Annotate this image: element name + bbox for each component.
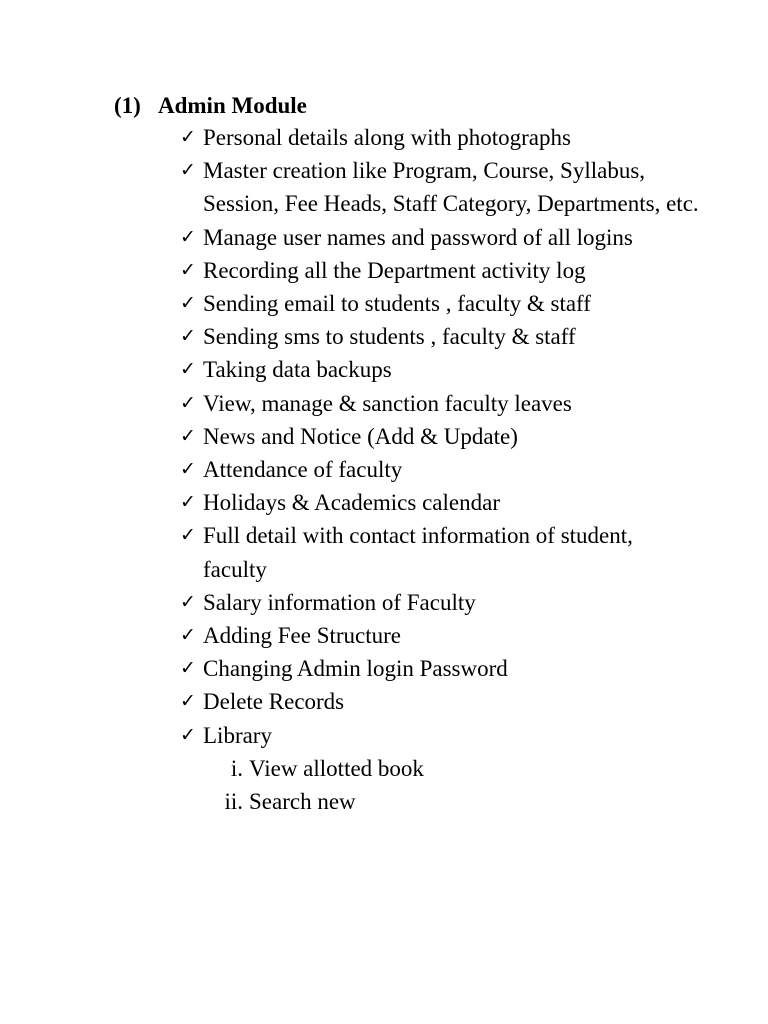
list-item — [180, 320, 700, 353]
item-text: Delete Records — [203, 689, 345, 715]
roman-marker: i. — [230, 755, 243, 781]
item-text: Salary information of Faculty — [203, 589, 476, 615]
section-title: Admin Module — [158, 93, 307, 118]
library-sublist — [203, 752, 700, 818]
sub-item-text: View allotted book — [249, 755, 424, 781]
list-item-library — [180, 719, 700, 819]
checkmark-icon: ✓ — [180, 325, 196, 348]
item-text: View, manage & sanction faculty leaves — [203, 390, 572, 416]
list-item — [180, 586, 700, 619]
list-item — [180, 154, 700, 220]
item-text: Changing Admin login Password — [203, 656, 508, 682]
item-text: Library — [203, 722, 272, 748]
list-item — [180, 353, 700, 386]
list-item — [180, 685, 700, 718]
item-text: Full detail with contact information of student, faculty — [203, 523, 633, 582]
list-item — [180, 652, 700, 685]
section-number: (1) — [114, 93, 141, 118]
checkmark-icon: ✓ — [180, 458, 196, 481]
checkmark-icon: ✓ — [180, 258, 196, 281]
checkmark-icon: ✓ — [180, 391, 196, 414]
section-heading — [114, 90, 307, 122]
item-text: Adding Fee Structure — [203, 623, 402, 649]
checkmark-icon: ✓ — [180, 657, 196, 680]
checkmark-icon: ✓ — [180, 292, 196, 315]
checkmark-icon: ✓ — [180, 690, 196, 713]
feature-list — [180, 121, 700, 818]
item-text: Manage user names and password of all logins — [203, 224, 633, 250]
checkmark-icon: ✓ — [180, 126, 196, 148]
list-item — [180, 619, 700, 652]
list-item — [180, 519, 700, 585]
checkmark-icon: ✓ — [180, 524, 196, 547]
sub-item-text: Search new — [249, 789, 356, 815]
list-item — [180, 287, 700, 320]
item-text: Sending email to students , faculty & staff — [203, 291, 591, 317]
checkmark-icon: ✓ — [180, 159, 196, 182]
checkmark-icon: ✓ — [180, 225, 196, 248]
list-item — [180, 121, 700, 154]
item-text: Taking data backups — [203, 357, 392, 383]
sub-list-item — [203, 752, 700, 785]
checkmark-icon: ✓ — [180, 358, 196, 381]
list-item — [180, 387, 700, 420]
list-item — [180, 486, 700, 519]
item-text: Attendance of faculty — [203, 457, 403, 483]
list-item — [180, 221, 700, 254]
list-item — [180, 254, 700, 287]
roman-marker: ii. — [224, 789, 243, 815]
checkmark-icon: ✓ — [180, 424, 196, 447]
checkmark-icon: ✓ — [180, 723, 196, 746]
list-item — [180, 420, 700, 453]
list-item — [180, 453, 700, 486]
sub-list-item — [203, 785, 700, 818]
item-text: Holidays & Academics calendar — [203, 490, 500, 516]
checkmark-icon: ✓ — [180, 624, 196, 647]
item-text: Personal details along with photographs — [203, 125, 571, 150]
item-text: Master creation like Program, Course, Syllabus, Session, Fee Heads, Staff Category, Departments, etc. — [203, 158, 699, 217]
checkmark-icon: ✓ — [180, 491, 196, 514]
item-text: Recording all the Department activity log — [203, 257, 586, 283]
item-text: Sending sms to students , faculty & staff — [203, 324, 576, 350]
item-text: News and Notice (Add & Update) — [203, 423, 518, 449]
checkmark-icon: ✓ — [180, 590, 196, 613]
